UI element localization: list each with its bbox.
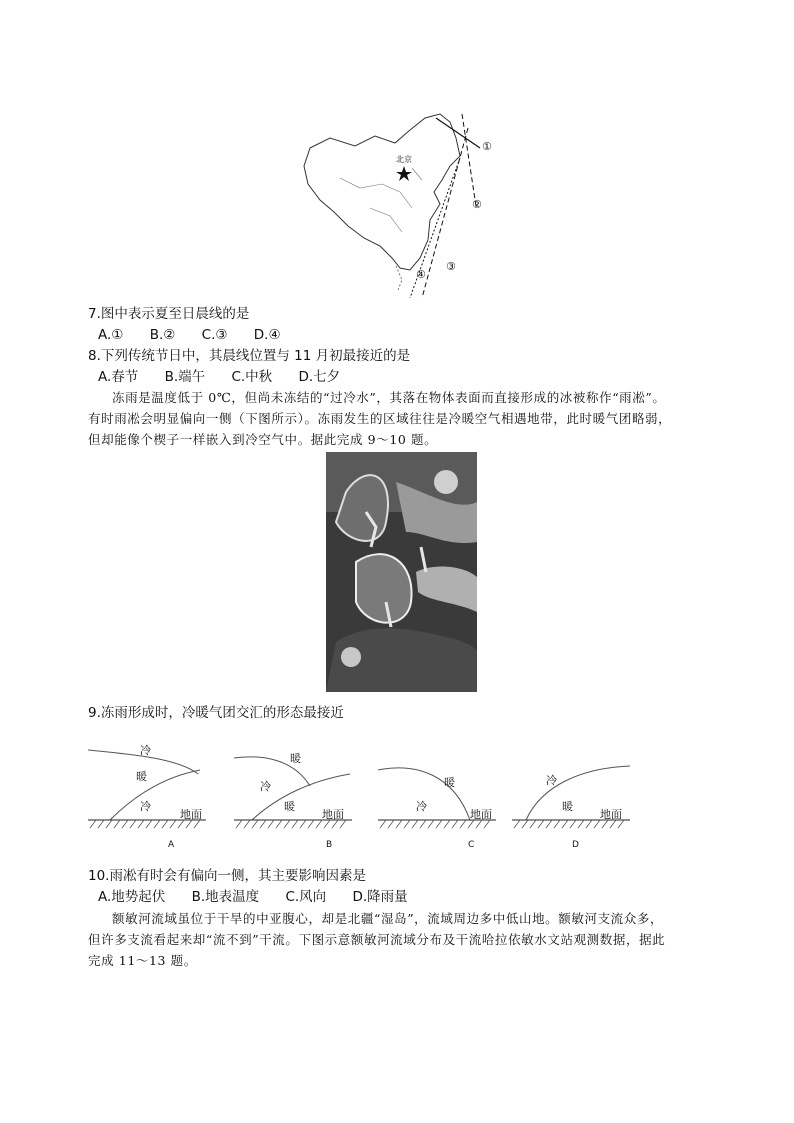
q7-option-d[interactable]: D.④ <box>253 327 281 343</box>
beijing-star-icon <box>396 166 412 181</box>
diagram-a-letter: A <box>168 840 175 850</box>
china-map-svg <box>300 108 500 298</box>
rime-photo-svg <box>326 452 477 692</box>
diagram-d[interactable] <box>512 740 632 852</box>
q8-option-b[interactable]: B.端午 <box>164 369 206 385</box>
passage1-line1: 冻雨是温度低于 0℃，但尚未冻结的“过冷水”，其落在物体表面而直接形成的冰被称作“雨凇”。 <box>112 390 666 405</box>
diagram-b-top-label: 暖 <box>290 752 301 765</box>
q7-option-a[interactable]: A.① <box>98 327 124 343</box>
q7-option-c[interactable]: C.③ <box>201 327 228 343</box>
q7-stem: 7.图中表示夏至日晨线的是 <box>88 306 250 322</box>
diagram-d-low-label: 暖 <box>562 800 573 813</box>
q10-option-d[interactable]: D.降雨量 <box>352 889 408 905</box>
q7-options <box>98 326 303 344</box>
q8-options <box>98 368 362 386</box>
diagram-b-mid-label: 冷 <box>260 780 271 793</box>
diagram-c-low-label: 冷 <box>416 800 427 813</box>
line-label-1: ① <box>482 140 492 153</box>
diagram-a-low-label: 冷 <box>140 800 151 813</box>
q8-option-c[interactable]: C.中秋 <box>231 369 273 385</box>
diagram-b-letter: B <box>326 840 333 850</box>
line-label-3: ③ <box>446 260 456 273</box>
q8-option-d[interactable]: D.七夕 <box>298 369 341 385</box>
china-map-figure <box>300 108 500 298</box>
passage2-line2: 但许多支流看起来却“流不到”干流。下图示意额敏河流域分布及干流哈拉依敏水文站观测数据，据此 <box>88 932 666 947</box>
q10-option-c[interactable]: C.风向 <box>285 889 327 905</box>
diagram-c-letter: C <box>468 840 475 850</box>
diagram-b-low-label: 暖 <box>284 800 295 813</box>
q10-option-a[interactable]: A.地势起伏 <box>98 889 166 905</box>
q10-stem: 10.雨凇有时会有偏向一侧，其主要影响因素是 <box>88 868 366 884</box>
q10-options <box>98 888 430 906</box>
diagram-c-ground-label: 地面 <box>470 808 492 821</box>
q10-option-b[interactable]: B.地表温度 <box>191 889 260 905</box>
diagram-a-mid-label: 暖 <box>136 770 147 783</box>
diagram-a-ground-label: 地面 <box>180 808 202 821</box>
diagram-a-top-label: 冷 <box>140 744 151 757</box>
diagram-c-mid-label: 暖 <box>444 776 455 789</box>
diagram-d-mid-label: 冷 <box>546 774 557 787</box>
passage2-line1: 额敏河流域虽位于干旱的中亚腹心，却是北疆“湿岛”，流域周边多中低山地。额敏河支流众多， <box>112 911 664 926</box>
q8-option-a[interactable]: A.春节 <box>98 369 139 385</box>
map-city-label: 北京 <box>396 155 412 164</box>
q9-stem: 9.冻雨形成时，冷暖气团交汇的形态最接近 <box>88 705 344 721</box>
diagram-a[interactable] <box>88 740 208 852</box>
q7-option-b[interactable]: B.② <box>149 327 176 343</box>
diagram-b[interactable] <box>234 740 354 852</box>
diagram-d-letter: D <box>572 840 579 850</box>
q8-stem: 8.下列传统节日中，其晨线位置与 11 月初最接近的是 <box>88 348 411 364</box>
rime-photo <box>326 452 477 692</box>
passage1-line2: 有时雨凇会明显偏向一侧（下图所示）。冻雨发生的区域往往是冷暖空气相遇地带，此时暖气团略弱， <box>88 411 672 426</box>
line-label-2: ② <box>472 198 482 211</box>
diagram-d-ground-label: 地面 <box>600 808 622 821</box>
passage2-line3: 完成 11～13 题。 <box>88 953 197 968</box>
diagram-b-ground-label: 地面 <box>322 808 344 821</box>
diagram-c[interactable] <box>378 740 498 852</box>
passage1-line3: 但却能像个楔子一样嵌入到冷空气中。据此完成 9～10 题。 <box>88 432 438 447</box>
line-label-4: ④ <box>416 268 426 281</box>
